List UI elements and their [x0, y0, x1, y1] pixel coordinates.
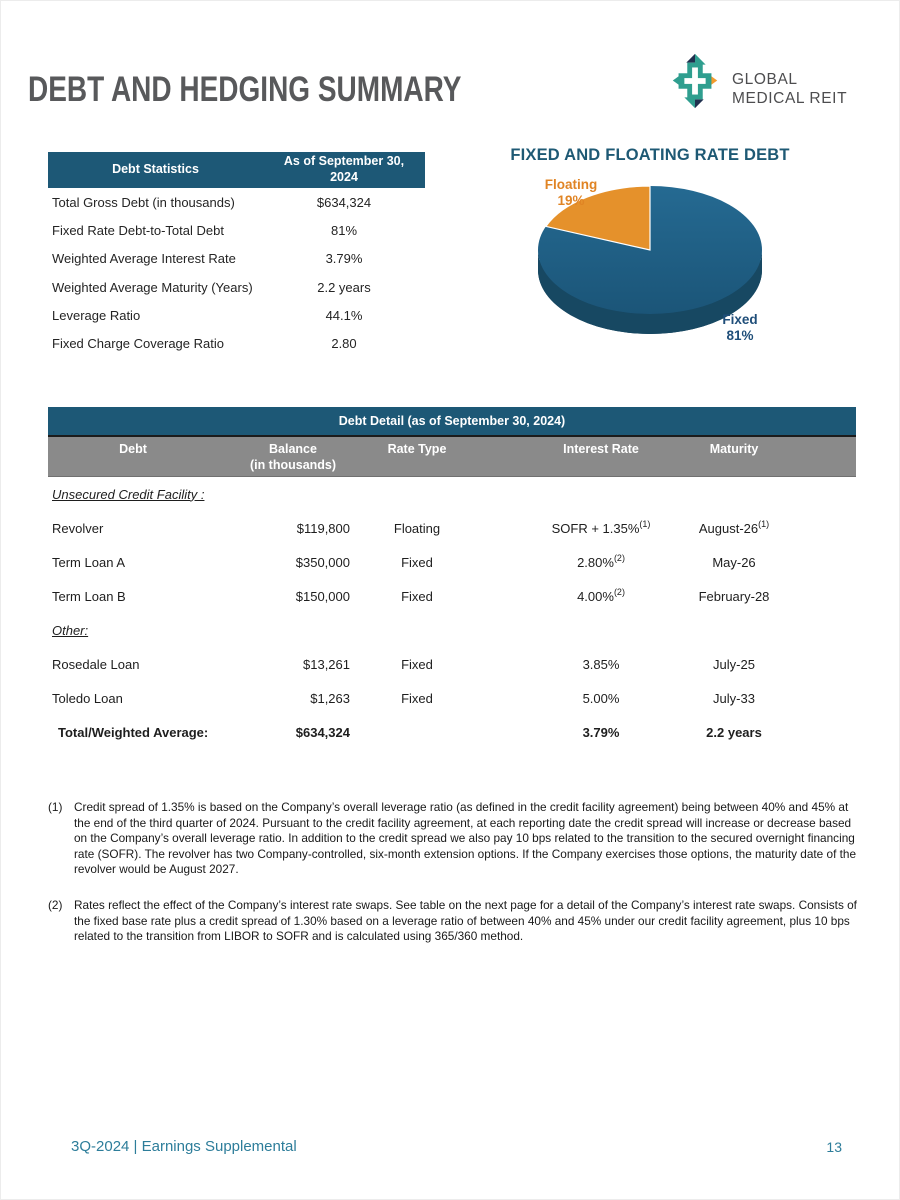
pie-label-floating: Floating 19%	[544, 177, 598, 208]
maturity-value: February-28	[698, 588, 770, 604]
chart-title: FIXED AND FLOATING RATE DEBT	[510, 146, 790, 164]
debt-name: Rosedale Loan	[52, 656, 140, 672]
stat-label: Weighted Average Maturity (Years)	[52, 279, 253, 295]
interest-rate-value: 4.00%$^{(2)}$	[577, 586, 625, 604]
interest-rate-value: 3.85%	[582, 656, 620, 672]
table-row	[48, 273, 425, 301]
stat-value: 3.79%	[325, 251, 363, 267]
fixed-floating-pie-chart	[490, 140, 882, 358]
table-row	[48, 647, 856, 681]
section-heading: Unsecured Credit Facility :	[52, 486, 205, 502]
page-number: 13	[826, 1139, 842, 1155]
table-row	[48, 245, 425, 273]
debt-name: Term Loan B	[52, 588, 126, 604]
maturity-value: August-26$^{(1)}$	[698, 518, 770, 536]
maturity-value: July-33	[713, 690, 755, 706]
section-heading-row	[48, 477, 856, 511]
stat-value: 2.2 years	[317, 279, 371, 295]
debt-name: Toledo Loan	[52, 690, 123, 706]
table-row	[48, 301, 425, 329]
total-label: Total/Weighted Average:	[58, 724, 209, 740]
interest-rate-value: SOFR + 1.35%$^{(1)}$	[551, 518, 651, 536]
total-row	[48, 715, 856, 749]
footnote-number: (1)	[48, 800, 63, 814]
rate-type-value: Fixed	[401, 656, 433, 672]
rate-type-value: Fixed	[401, 554, 433, 570]
stat-value: 44.1%	[325, 307, 363, 323]
interest-rate-value: 2.80%$^{(2)}$	[577, 552, 625, 570]
balance-value: $1,263	[310, 690, 350, 706]
table-row	[48, 511, 856, 545]
section-heading: Other:	[52, 622, 89, 638]
section-heading-row	[48, 613, 856, 647]
page-title: DEBT AND HEDGING SUMMARY	[28, 70, 462, 109]
total-balance: $634,324	[295, 724, 350, 740]
debt-detail-title: Debt Detail (as of September 30, 2024)	[48, 407, 856, 437]
table-row	[48, 681, 856, 715]
rate-type-value: Floating	[393, 520, 441, 536]
company-logo	[666, 52, 866, 112]
col-header-debt: Debt	[119, 442, 147, 456]
footnote-ref: (1)	[639, 518, 651, 529]
rate-type-value: Fixed	[401, 690, 433, 706]
table-row	[48, 329, 425, 357]
table-row	[48, 216, 425, 244]
footnote-2	[48, 898, 860, 945]
company-name-line1: GLOBAL	[732, 71, 798, 88]
footnote-ref: (2)	[613, 552, 625, 563]
col-header-rate-type: Rate Type	[387, 442, 447, 456]
stat-label: Weighted Average Interest Rate	[52, 251, 236, 267]
interest-rate-value: 5.00%	[582, 690, 620, 706]
debt-name: Revolver	[52, 520, 104, 536]
footnote-number: (2)	[48, 898, 63, 912]
footnote-ref: (2)	[613, 586, 625, 597]
balance-value: $119,800	[296, 520, 350, 536]
stat-value: 81%	[330, 222, 358, 238]
debt-name: Term Loan A	[52, 554, 125, 570]
company-name	[732, 70, 847, 108]
col-header-balance: Balance (in thousands)	[249, 442, 337, 472]
maturity-value: July-25	[713, 656, 755, 672]
col-header-interest-rate: Interest Rate	[563, 442, 639, 456]
debt-statistics-table	[48, 152, 425, 358]
table-row	[48, 579, 856, 613]
footnote-1	[48, 800, 860, 878]
footer-report-label: 3Q-2024 | Earnings Supplemental	[71, 1138, 297, 1155]
pie-label-fixed: Fixed 81%	[722, 312, 758, 343]
stat-label: Fixed Rate Debt-to-Total Debt	[52, 222, 224, 238]
table-row	[48, 188, 425, 216]
debt-statistics-header	[48, 152, 425, 188]
maturity-value: May-26	[712, 554, 756, 570]
debt-detail-column-headers	[48, 437, 856, 477]
col-header-maturity: Maturity	[709, 442, 759, 456]
rate-type-value: Fixed	[401, 588, 433, 604]
stats-header-col2: As of September 30, 2024	[283, 154, 405, 184]
balance-value: $13,261	[303, 656, 350, 672]
footnote-text: Credit spread of 1.35% is based on the Company’s overall leverage ratio (as defined in the credit facility agreement) being between 40% and 45% at the end of the third quarter of 2024. Pursuant to the credit facility agreement, at each reporting date the credit spread will increase or decrease based on the Company’s overall leverage ratio. In addition to the credit spread we also pay 10 bps related to the transition to the secured overnight financing rate (SOFR). The revolver has two Company-controlled, six-month extension options. If the Company exercises those options, the maturity date of the revolver would be August 2027.	[74, 800, 857, 877]
stats-header-col1: Debt Statistics	[112, 162, 199, 177]
footnote-ref: (1)	[758, 518, 770, 529]
stat-value: $634,324	[316, 194, 372, 210]
stat-label: Leverage Ratio	[52, 307, 141, 323]
stat-label: Fixed Charge Coverage Ratio	[52, 336, 224, 352]
total-interest-rate: 3.79%	[582, 724, 620, 740]
stat-label: Total Gross Debt (in thousands)	[52, 194, 235, 210]
footnote-text: Rates reflect the effect of the Company’s interest rate swaps. See table on the next page for a detail of the Company’s interest rate swaps. Consists of the fixed base rate plus a credit spread of 1.30% based on a leverage ratio of between 40% and 45% under our credit facility agreement, plus 10 bps related to the transition from LIBOR to SOFR and is calculated using 365/360 method.	[74, 898, 857, 944]
balance-value: $150,000	[295, 588, 350, 604]
company-name-line2: MEDICAL REIT	[732, 90, 848, 107]
table-row	[48, 545, 856, 579]
debt-detail-table	[48, 407, 856, 749]
balance-value: $350,000	[295, 554, 350, 570]
stat-value: 2.80	[331, 336, 357, 352]
total-maturity: 2.2 years	[706, 724, 762, 740]
